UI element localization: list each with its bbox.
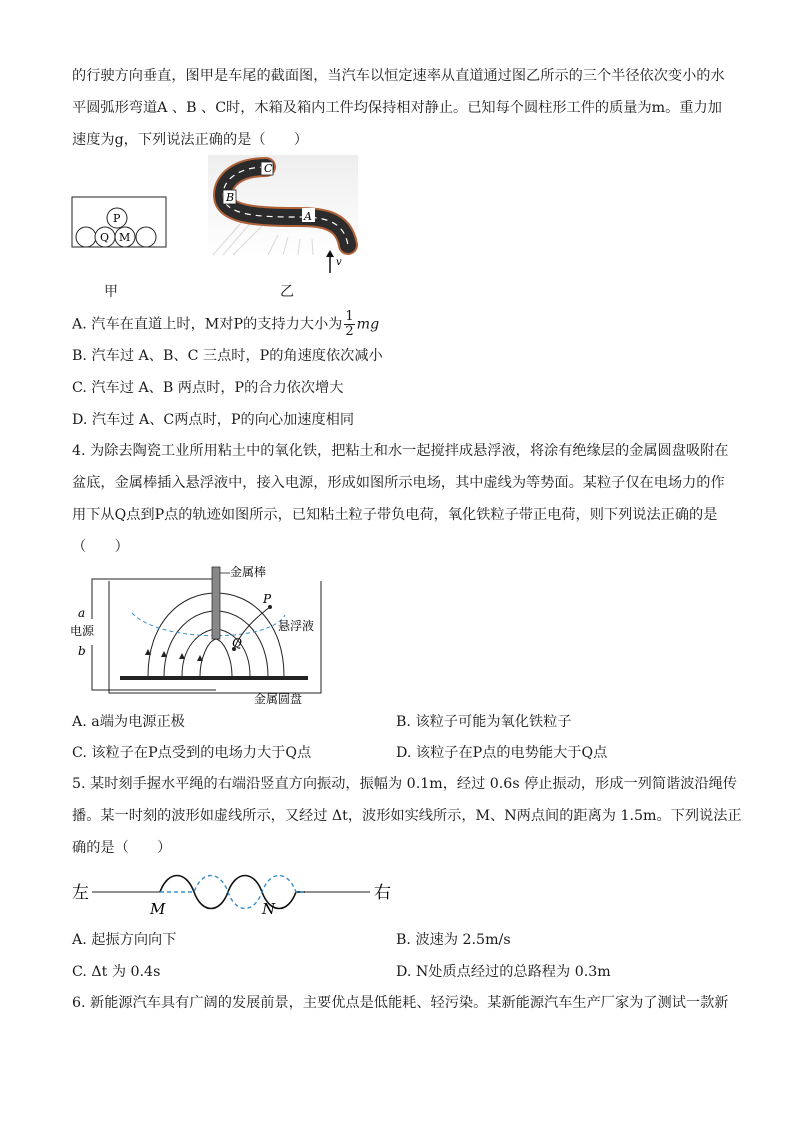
caption-yi: 乙: [280, 284, 294, 300]
figure-wave: [70, 866, 400, 918]
svg-text:M: M: [150, 900, 166, 918]
svg-text:Q: Q: [100, 231, 110, 244]
fraction-one-half: $\frac{1}{2}$: [345, 309, 354, 339]
svg-text:a: a: [78, 606, 86, 620]
q4-line-3: 用下从Q点到P点的轨迹如图所示，已知粘土粒子带负电荷，氧化铁粒子带正电荷，则下列说法正确的是: [72, 507, 718, 523]
q6-line-1: 6. 新能源汽车具有广阔的发展前景，主要优点是低能耗、轻污染。某新能源汽车生产厂家为了测试一款新: [72, 995, 729, 1011]
svg-text:A: A: [304, 210, 312, 223]
svg-text:右: 右: [374, 883, 391, 903]
q5-option-a: A. 起振方向向下: [72, 932, 177, 948]
q4-option-d: D. 该粒子在P点的电势能大于Q点: [396, 745, 608, 761]
q5-line-1: 5. 某时刻手握水平绳的右端沿竖直方向振动，振幅为 0.1m，经过 0.6s 停止振动，形成一列简谐波沿绳传: [72, 776, 737, 792]
q5-line-3: 确的是（ ）: [72, 840, 172, 856]
svg-text:金属圆盘: 金属圆盘: [254, 692, 303, 705]
svg-text:M: M: [119, 231, 131, 244]
q4-option-c: C. 该粒子在P点受到的电场力大于Q点: [72, 745, 312, 761]
svg-text:v: v: [336, 257, 342, 268]
q4-line-2: 盆底，金属棒插入悬浮液中，接入电源，形成如图所示电场，其中虚线为等势面。某粒子仅在电场力的作: [72, 475, 725, 491]
svg-text:N: N: [262, 900, 276, 918]
figure-electric-field: [70, 563, 350, 705]
svg-text:P: P: [113, 212, 121, 225]
figure-jia: [70, 190, 170, 252]
svg-text:电源: 电源: [70, 624, 95, 638]
q4-option-a: A. a端为电源正极: [72, 714, 185, 730]
figure-yi: [208, 155, 358, 275]
q5-option-b: B. 波速为 2.5m/s: [396, 932, 511, 948]
q4-line-4: （ ）: [72, 539, 129, 555]
svg-text:b: b: [78, 644, 86, 658]
svg-text:C: C: [264, 162, 273, 175]
q5-option-d: D. N处质点经过的总路程为 0.3m: [396, 964, 611, 980]
caption-jia: 甲: [104, 284, 118, 300]
q4-option-b: B. 该粒子可能为氧化铁粒子: [396, 714, 572, 730]
q5-line-2: 播。某一时刻的波形如虚线所示，又经过 Δt，波形如实线所示，M、N两点间的距离为 1.5m。下列说法正: [72, 808, 742, 824]
svg-text:金属棒: 金属棒: [230, 565, 267, 579]
q3-line-1: 的行驶方向垂直，图甲是车尾的截面图，当汽车以恒定速率从直道通过图乙所示的三个半径依次变小的水: [72, 68, 725, 84]
q3-option-d: D. 汽车过 A、C两点时，P的向心加速度相同: [72, 412, 355, 428]
svg-text:P: P: [263, 592, 272, 606]
q3-line-3: 速度为g，下列说法正确的是（ ）: [72, 132, 309, 148]
q3-line-2: 平圆弧形弯道A 、B 、C时，木箱及箱内工件均保持相对静止。已知每个圆柱形工件的质量为m。重力加: [72, 100, 722, 116]
svg-text:悬浮液: 悬浮液: [278, 619, 315, 633]
svg-text:Q: Q: [232, 636, 242, 650]
q4-line-1: 4. 为除去陶瓷工业所用粘土中的氧化铁，把粘土和水一起搅拌成悬浮液，将涂有绝缘层的金属圆盘吸附在: [72, 443, 729, 459]
svg-text:B: B: [226, 191, 235, 204]
q3-option-b: B. 汽车过 A、B、C 三点时，P的角速度依次减小: [72, 348, 383, 364]
svg-text:左: 左: [72, 883, 89, 903]
q5-option-c: C. Δt 为 0.4s: [72, 964, 161, 980]
q3-option-a: A. 汽车在直道上时，M对P的支持力大小为 $\frac{1}{2}$ mg: [72, 309, 380, 339]
q3-option-c: C. 汽车过 A、B 两点时，P的合力依次增大: [72, 380, 344, 396]
